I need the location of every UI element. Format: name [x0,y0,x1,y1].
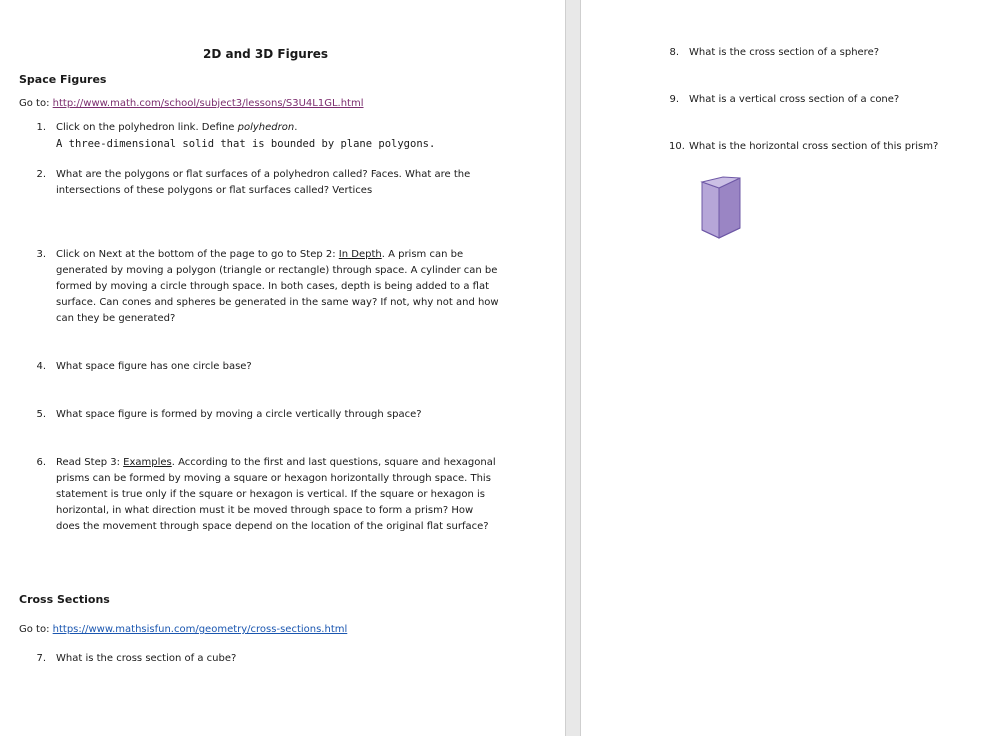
question-6-line: statement is true only if the square or hexagon is vertical. If the square or hexagon is [56,489,485,500]
in-depth-link[interactable]: In Depth [338,249,382,260]
question-5 [56,407,422,423]
question-3-line1-text: Click on Next at the bottom of the page to go to Step 2: [56,249,339,260]
question-1-text [56,120,435,136]
question-6-line1-text: Read Step 3: [56,457,124,468]
question-2-number: 2. [36,169,46,180]
math-com-link[interactable]: http://www.math.com/school/subject3/lessons/S3U4L1GL.html [52,98,364,109]
question-4-number: 4. [36,361,46,372]
question-6-line1-text-b: . According to the first and last questions, square and hexagonal [171,457,496,468]
question-5-number: 5. [36,409,46,420]
question-6-line [56,455,496,471]
question-1-italic-term: polyhedron [237,122,295,133]
question-3-line: can they be generated? [56,313,176,324]
question-3-line: generated by moving a polygon (triangle or rectangle) through space. A cylinder can be [56,265,498,276]
question-6-line: prisms can be formed by moving a square or hexagon horizontally through space. This [56,473,491,484]
question-2 [56,167,470,199]
question-4 [56,359,252,375]
question-8-number: 8. [669,47,679,58]
question-1-number: 1. [36,122,46,133]
section-heading-cross-sections: Cross Sections [19,593,110,606]
question-2-line: intersections of these polygons or flat surfaces called? Vertices [56,185,373,196]
page-gutter [565,0,581,736]
question-6-number: 6. [36,457,46,468]
question-1-text-a: Click on the polyhedron link. Define [56,122,238,133]
document-page-right [581,0,1006,736]
question-7-number: 7. [36,653,46,664]
question-8 [689,45,879,61]
question-9-number: 9. [669,94,679,105]
question-6 [56,455,496,535]
question-1-answer[interactable]: A three-dimensional solid that is bounded by plane polygons. [56,138,436,150]
goto-prefix: Go to: [19,98,53,109]
question-10-text: What is the horizontal cross section of this prism? [689,141,939,152]
question-3-line: surface. Can cones and spheres be generated in the same way? If not, why not and how [56,297,499,308]
question-1-text-b: . [294,122,298,133]
question-5-text: What space figure is formed by moving a circle vertically through space? [56,409,422,420]
question-10-number: 10. [669,141,685,152]
question-10 [689,139,938,155]
question-6-line: horizontal, in what direction must it be moved through space to form a prism? How [56,505,474,516]
mathsisfun-link[interactable]: https://www.mathsisfun.com/geometry/cross-sections.html [52,624,348,635]
question-9-text: What is a vertical cross section of a cone? [689,94,900,105]
question-4-text: What space figure has one circle base? [56,361,252,372]
examples-link[interactable]: Examples [123,457,172,468]
question-3-line: formed by moving a circle through space. In both cases, depth is being added to a flat [56,281,489,292]
question-7 [56,651,236,667]
question-7-text: What is the cross section of a cube? [56,653,237,664]
goto-prefix: Go to: [19,624,53,635]
question-8-text: What is the cross section of a sphere? [689,47,880,58]
question-3-line1-text-b: . A prism can be [381,249,464,260]
goto-line-cross-sections [19,622,347,638]
question-2-line: What are the polygons or flat surfaces of a polyhedron called? Faces. What are the [56,169,471,180]
question-3 [56,247,499,327]
question-6-line: does the movement through space depend on the location of the original flat surface? [56,521,489,532]
question-3-line [56,247,499,263]
goto-line-space-figures [19,96,364,112]
question-1 [56,120,435,152]
triangular-prism-image [699,176,743,240]
section-heading-space-figures: Space Figures [19,73,107,86]
triangular-prism-icon [699,176,743,240]
question-3-number: 3. [36,249,46,260]
document-title: 2D and 3D Figures [203,47,329,61]
question-9 [689,92,899,108]
